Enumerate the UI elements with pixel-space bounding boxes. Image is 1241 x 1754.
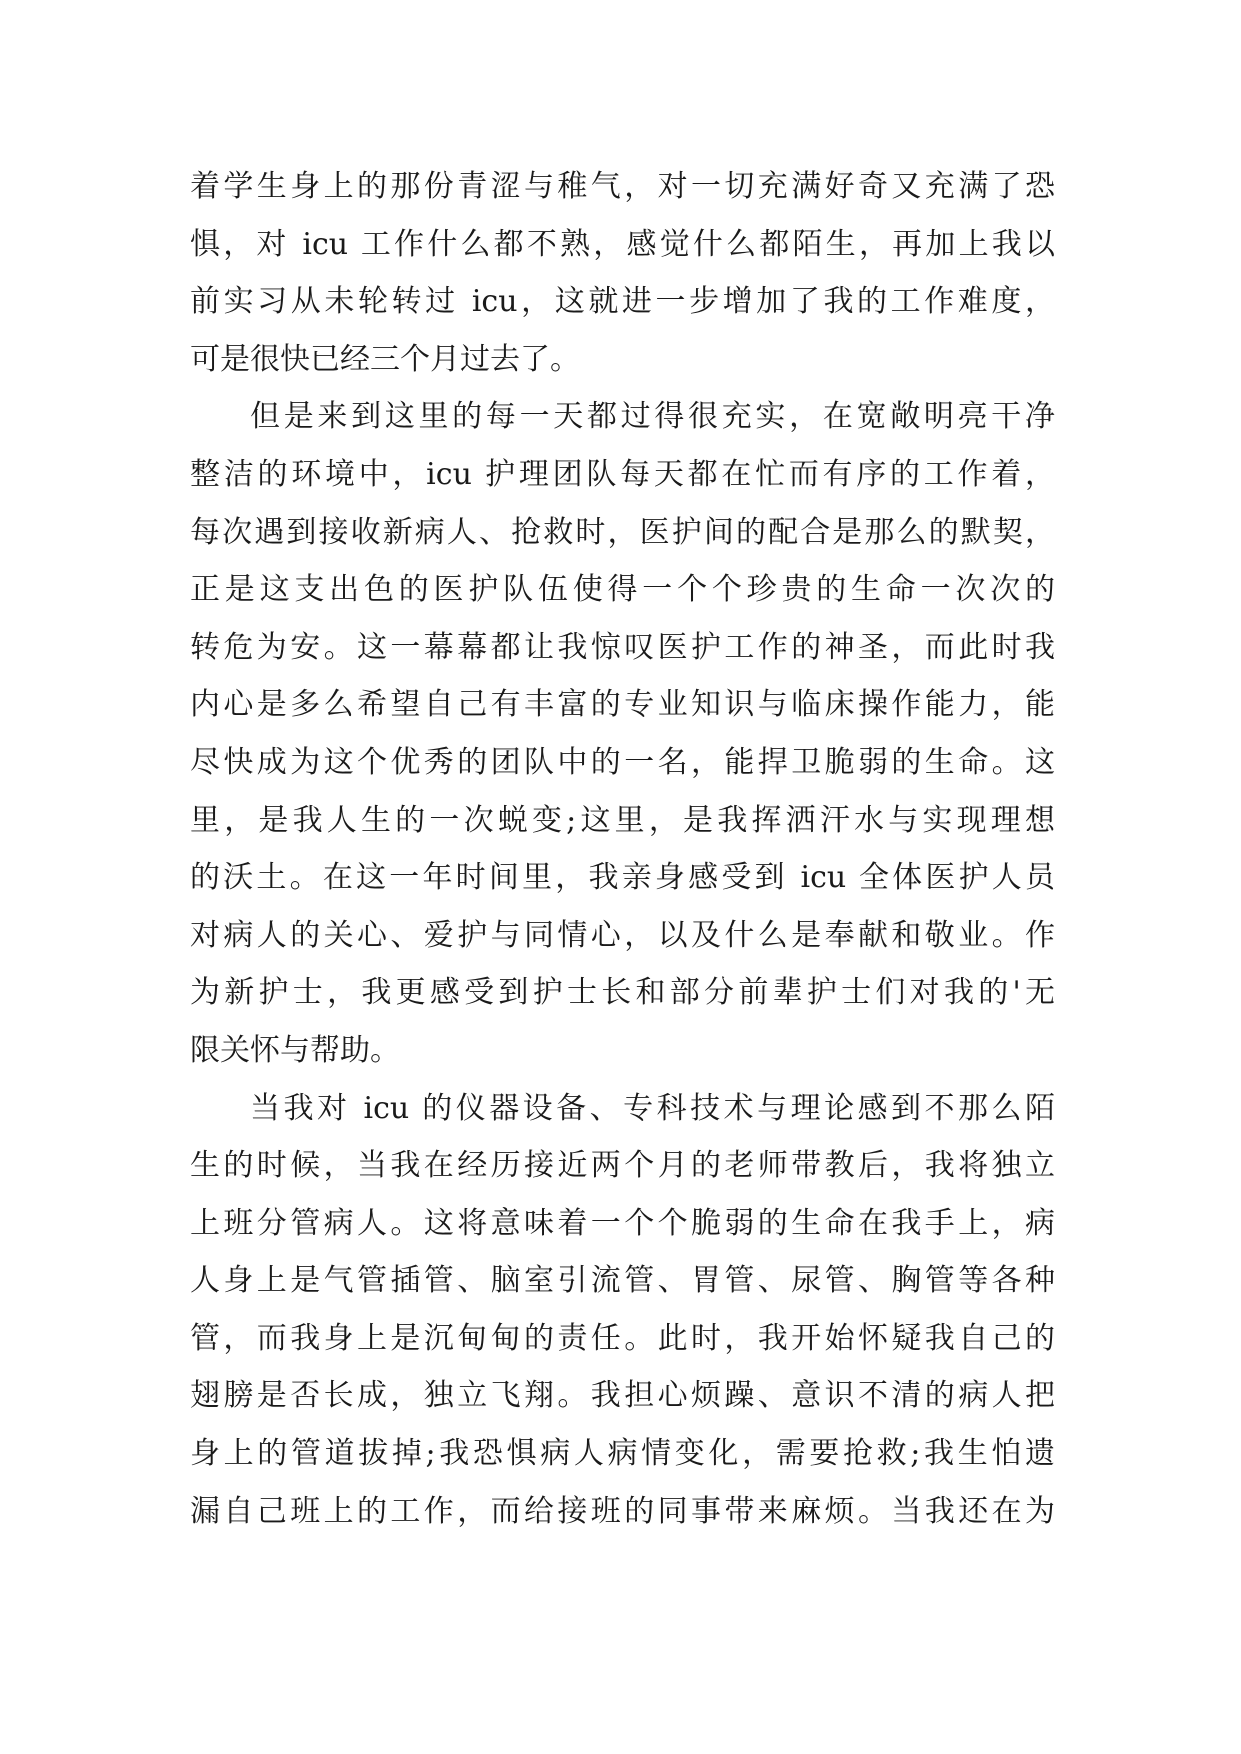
- text-line: 对病人的关心、爱护与同情心，以及什么是奉献和敬业。作: [190, 917, 1055, 953]
- text-line: 人身上是气管插管、脑室引流管、胃管、尿管、胸管等各种: [190, 1263, 1055, 1299]
- text-line: 整洁的环境中，icu 护理团队每天都在忙而有序的工作着，: [190, 456, 1055, 492]
- text-line: 惧，对 icu 工作什么都不熟，感觉什么都陌生，再加上我以: [190, 226, 1055, 262]
- text-line: 每次遇到接收新病人、抢救时，医护间的配合是那么的默契，: [190, 514, 1055, 550]
- text-line: 正是这支出色的医护队伍使得一个个珍贵的生命一次次的: [190, 572, 1055, 608]
- text-line: 为新护士，我更感受到护士长和部分前辈护士们对我的'无: [190, 975, 1055, 1011]
- text-line: 当我对 icu 的仪器设备、专科技术与理论感到不那么陌: [250, 1090, 1055, 1126]
- text-line: 身上的管道拔掉;我恐惧病人病情变化，需要抢救;我生怕遗: [190, 1436, 1055, 1472]
- text-line: 管，而我身上是沉甸甸的责任。此时，我开始怀疑我自己的: [190, 1320, 1055, 1356]
- text-line: 里，是我人生的一次蜕变;这里，是我挥洒汗水与实现理想: [190, 802, 1055, 838]
- document-body: [190, 158, 1055, 1540]
- text-line: 漏自己班上的工作，而给接班的同事带来麻烦。当我还在为: [190, 1493, 1055, 1529]
- text-line: 内心是多么希望自己有丰富的专业知识与临床操作能力，能: [190, 687, 1055, 723]
- text-line: 前实习从未轮转过 icu，这就进一步增加了我的工作难度，: [190, 284, 1055, 320]
- text-line: 但是来到这里的每一天都过得很充实，在宽敞明亮干净: [250, 399, 1055, 435]
- text-line: 生的时候，当我在经历接近两个月的老师带教后，我将独立: [190, 1148, 1055, 1184]
- text-line: 转危为安。这一幕幕都让我惊叹医护工作的神圣，而此时我: [190, 629, 1055, 665]
- text-line: 的沃土。在这一年时间里，我亲身感受到 icu 全体医护人员: [190, 860, 1055, 896]
- text-line: 可是很快已经三个月过去了。: [190, 341, 580, 377]
- text-line: 上班分管病人。这将意味着一个个脆弱的生命在我手上，病: [190, 1205, 1055, 1241]
- text-line: 着学生身上的那份青涩与稚气，对一切充满好奇又充满了恐: [190, 169, 1055, 204]
- text-line: 尽快成为这个优秀的团队中的一名，能捍卫脆弱的生命。这: [190, 744, 1055, 780]
- text-line: 限关怀与帮助。: [190, 1032, 400, 1068]
- text-line: 翅膀是否长成，独立飞翔。我担心烦躁、意识不清的病人把: [190, 1378, 1055, 1414]
